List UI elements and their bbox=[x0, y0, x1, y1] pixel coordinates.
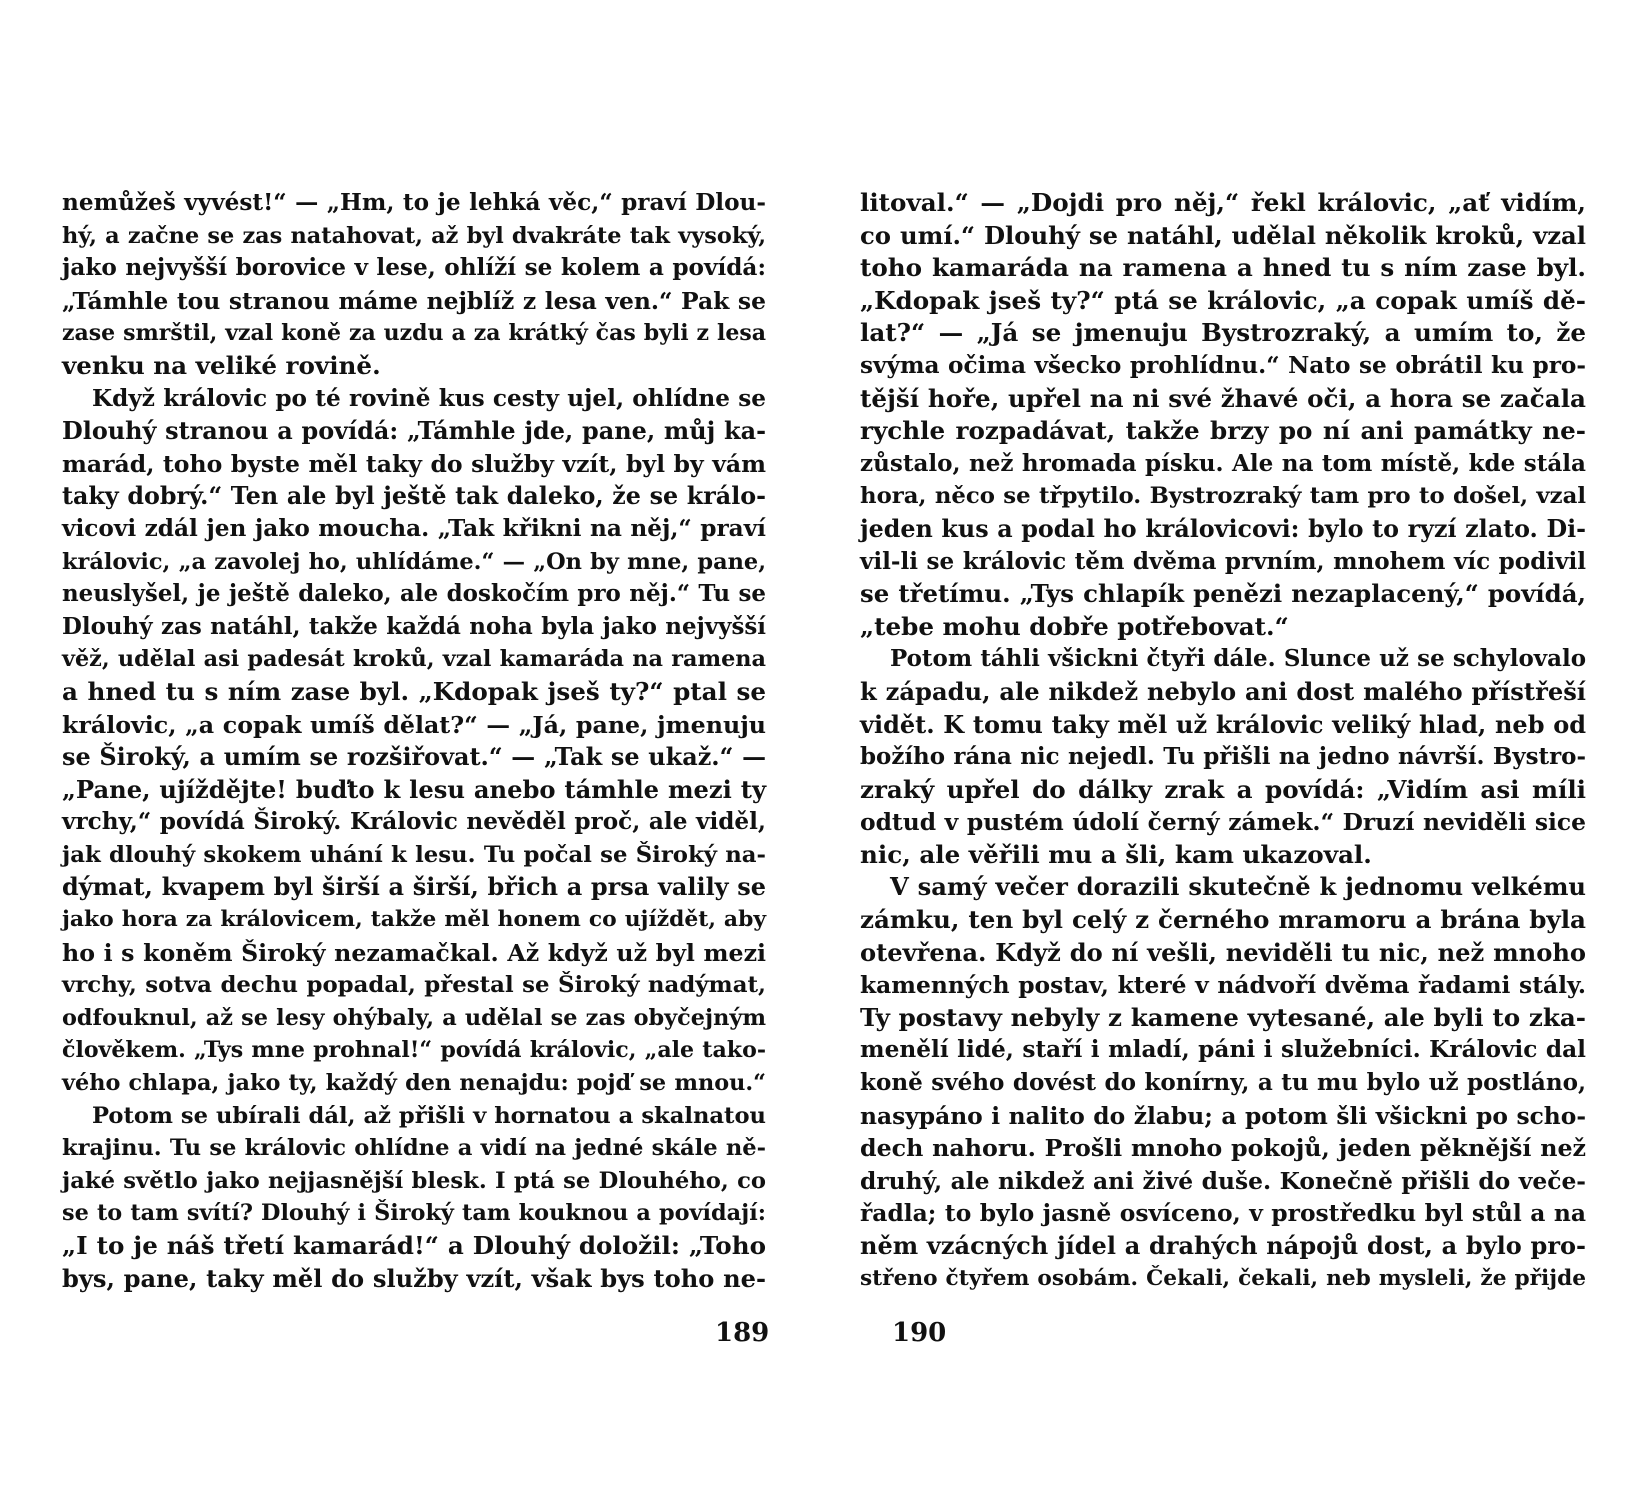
text-line: Dlouhý stranou a povídá: „Támhle jde, pane, můj ka- bbox=[62, 417, 766, 446]
text-line: člověkem. „Tys mne prohnal!“ povídá královic, „ale tako- bbox=[62, 1037, 766, 1064]
text-line: neuslyšel, je ještě daleko, ale doskočím pro něj.“ Tu se bbox=[62, 580, 766, 608]
text-line: Potom se ubírali dál, až přišli v hornatou a skalnatou bbox=[92, 1102, 766, 1129]
text-line: a hned tu s ním zase byl. „Kdopak jseš ty?“ ptal se bbox=[62, 676, 766, 706]
text-line: jako nejvyšší borovice v lese, ohlíží se kolem a povídá: bbox=[62, 254, 766, 282]
text-line: „Pane, ujíždějte! buďto k lesu anebo támhle mezi ty bbox=[62, 774, 766, 804]
text-line: toho kamaráda na ramena a hned tu s ním zase byl. bbox=[860, 253, 1586, 283]
text-line: božího rána nic nejedl. Tu přišli na jedno návrší. Bystro- bbox=[860, 743, 1586, 771]
text-line: odtud v pustém údolí černý zámek.“ Druzí neviděli sice bbox=[860, 808, 1586, 837]
text-line: Dlouhý zas natáhl, takže každá noha byla jako nejvyšší bbox=[62, 612, 766, 640]
text-line: věž, udělal asi padesát kroků, vzal kamaráda na ramena bbox=[62, 646, 766, 673]
text-line: co umí.“ Dlouhý se natáhl, udělal několik kroků, vzal bbox=[860, 220, 1586, 250]
text-line: jaké světlo jako nejjasnější blesk. I ptá se Dlouhého, co bbox=[62, 1167, 766, 1194]
text-line: rychle rozpadávat, takže brzy po ní ani památky ne- bbox=[860, 416, 1586, 446]
text-line: jako hora za královicem, takže měl honem co ujíždět, aby bbox=[62, 907, 766, 933]
text-line: královic, „a zavolej ho, uhlídáme.“ — „On by mne, pane, bbox=[62, 548, 766, 575]
text-line: odfouknul, až se lesy ohýbaly, a udělal se zas obyčejným bbox=[62, 1004, 766, 1031]
text-line: „Kdopak jseš ty?“ ptá se královic, „a copak umíš dě- bbox=[860, 285, 1586, 315]
text-line: menělí lidé, staří i mladí, páni i služebníci. Královic dal bbox=[860, 1036, 1586, 1064]
text-line: bys, pane, taky měl do služby vzít, však bys toho ne- bbox=[62, 1263, 766, 1293]
text-line: krajinu. Tu se královic ohlídne a vidí na jedné skále ně- bbox=[62, 1135, 766, 1162]
text-line: zámku, ten byl celý z černého mramoru a brána byla bbox=[860, 905, 1586, 935]
text-line: dýmat, kvapem byl širší a širší, břich a prsa valily se bbox=[62, 873, 766, 902]
text-line: hora, něco se třpytilo. Bystrozraký tam pro to došel, vzal bbox=[860, 483, 1586, 510]
text-line: něm vzácných jídel a drahých nápojů dost, a bylo pro- bbox=[860, 1231, 1586, 1260]
right-page-text bbox=[860, 187, 1586, 1295]
text-line: Potom táhli všickni čtyři dále. Slunce už se schylovalo bbox=[890, 645, 1586, 673]
text-line: vicovi zdál jen jako moucha. „Tak křikni na něj,“ praví bbox=[62, 514, 766, 542]
text-line: vidět. K tomu taky měl už královic veliký hlad, neb od bbox=[860, 709, 1586, 739]
text-line: střeno čtyřem osobám. Čekali, čekali, neb mysleli, že přijde bbox=[860, 1265, 1586, 1291]
text-line: „Támhle tou stranou máme nejblíž z lesa ven.“ Pak se bbox=[62, 286, 766, 315]
text-line: tější hoře, upřel na ni své žhavé oči, a hora se začala bbox=[860, 383, 1586, 413]
text-line: se Široký, a umím se rozšiřovat.“ — „Tak se ukaž.“ — bbox=[62, 743, 766, 772]
text-line: zraký upřel do dálky zrak a povídá: „Vidím asi míli bbox=[860, 774, 1586, 804]
text-line: nemůžeš vyvést!“ — „Hm, to je lehká věc,“ praví Dlou- bbox=[62, 189, 766, 216]
text-line: vého chlapa, jako ty, každý den nenajdu: pojď se mnou.“ bbox=[62, 1070, 766, 1097]
text-line: řadla; to bylo jasně osvíceno, v prostředku byl stůl a na bbox=[860, 1199, 1586, 1228]
text-line: jak dlouhý skokem uhání k lesu. Tu počal se Široký na- bbox=[62, 841, 766, 868]
text-line: druhý, ale nikdež ani živé duše. Konečně přišli do veče- bbox=[860, 1166, 1586, 1195]
text-line: Když královic po té rovině kus cesty ujel, ohlídne se bbox=[92, 384, 766, 412]
text-line: dech nahoru. Prošli mnoho pokojů, jeden pěknější než bbox=[860, 1134, 1586, 1163]
text-line: „I to je náš třetí kamarád!“ a Dlouhý doložil: „Toho bbox=[62, 1231, 766, 1260]
text-line: marád, toho byste měl taky do služby vzít, byl by vám bbox=[62, 449, 766, 478]
text-line: ho i s koněm Široký nezamačkal. Až když už byl mezi bbox=[62, 938, 766, 967]
left-page-number: 189 bbox=[715, 1318, 770, 1348]
text-line: jeden kus a podal ho královicovi: bylo to ryzí zlato. Di- bbox=[860, 514, 1586, 543]
text-line: V samý večer dorazili skutečně k jednomu velkému bbox=[890, 872, 1586, 902]
text-line: venku na veliké rovině. bbox=[62, 350, 381, 380]
text-line: svýma očima všecko prohlídnu.“ Nato se obrátil ku pro- bbox=[860, 351, 1586, 379]
text-line: nic, ale věřili mu a šli, kam ukazoval. bbox=[860, 839, 1372, 869]
text-line: k západu, ale nikdež nebylo ani dost malého přístřeší bbox=[860, 676, 1586, 706]
text-line: nasypáno i nalito do žlabu; a potom šli všickni po scho- bbox=[860, 1101, 1586, 1130]
text-line: vrchy,“ povídá Široký. Královic nevěděl proč, ale viděl, bbox=[62, 808, 766, 836]
text-line: vil-li se královic těm dvěma prvním, mnohem víc podivil bbox=[860, 547, 1586, 575]
text-line: se třetímu. „Tys chlapík penězi nezaplacený,“ povídá, bbox=[860, 579, 1586, 609]
text-line: vrchy, sotva dechu popadal, přestal se Široký nadýmat, bbox=[62, 972, 766, 999]
left-page-text bbox=[62, 187, 766, 1295]
text-line: lat?“ — „Já se jmenuju Bystrozraký, a umím to, že bbox=[860, 318, 1586, 348]
text-line: zase smrštil, vzal koně za uzdu a za krátký čas byli z lesa bbox=[62, 320, 766, 347]
text-line: koně svého dovést do konírny, a tu mu bylo už postláno, bbox=[860, 1069, 1586, 1097]
text-line: kamenných postav, které v nádvoří dvěma řadami stály. bbox=[860, 971, 1586, 1000]
text-line: se to tam svítí? Dlouhý i Široký tam kouknou a povídají: bbox=[62, 1200, 766, 1227]
text-line: otevřena. Když do ní vešli, neviděli tu nic, než mnoho bbox=[860, 937, 1586, 967]
text-line: královic, „a copak umíš dělat?“ — „Já, pane, jmenuju bbox=[62, 710, 766, 739]
text-line: zůstalo, než hromada písku. Ale na tom místě, kde stála bbox=[860, 449, 1586, 477]
right-page-number: 190 bbox=[892, 1318, 947, 1348]
text-line: litoval.“ — „Dojdi pro něj,“ řekl královic, „ať vidím, bbox=[860, 188, 1586, 217]
text-line: hý, a začne se zas natahovat, až byl dvakráte tak vysoký, bbox=[62, 222, 766, 249]
text-line: taky dobrý.“ Ten ale byl ještě tak daleko, že se králo- bbox=[62, 482, 766, 511]
text-line: „tebe mohu dobře potřebovat.“ bbox=[860, 611, 1289, 641]
text-line: Ty postavy nebyly z kamene vytesané, ale byli to zka- bbox=[860, 1002, 1586, 1032]
